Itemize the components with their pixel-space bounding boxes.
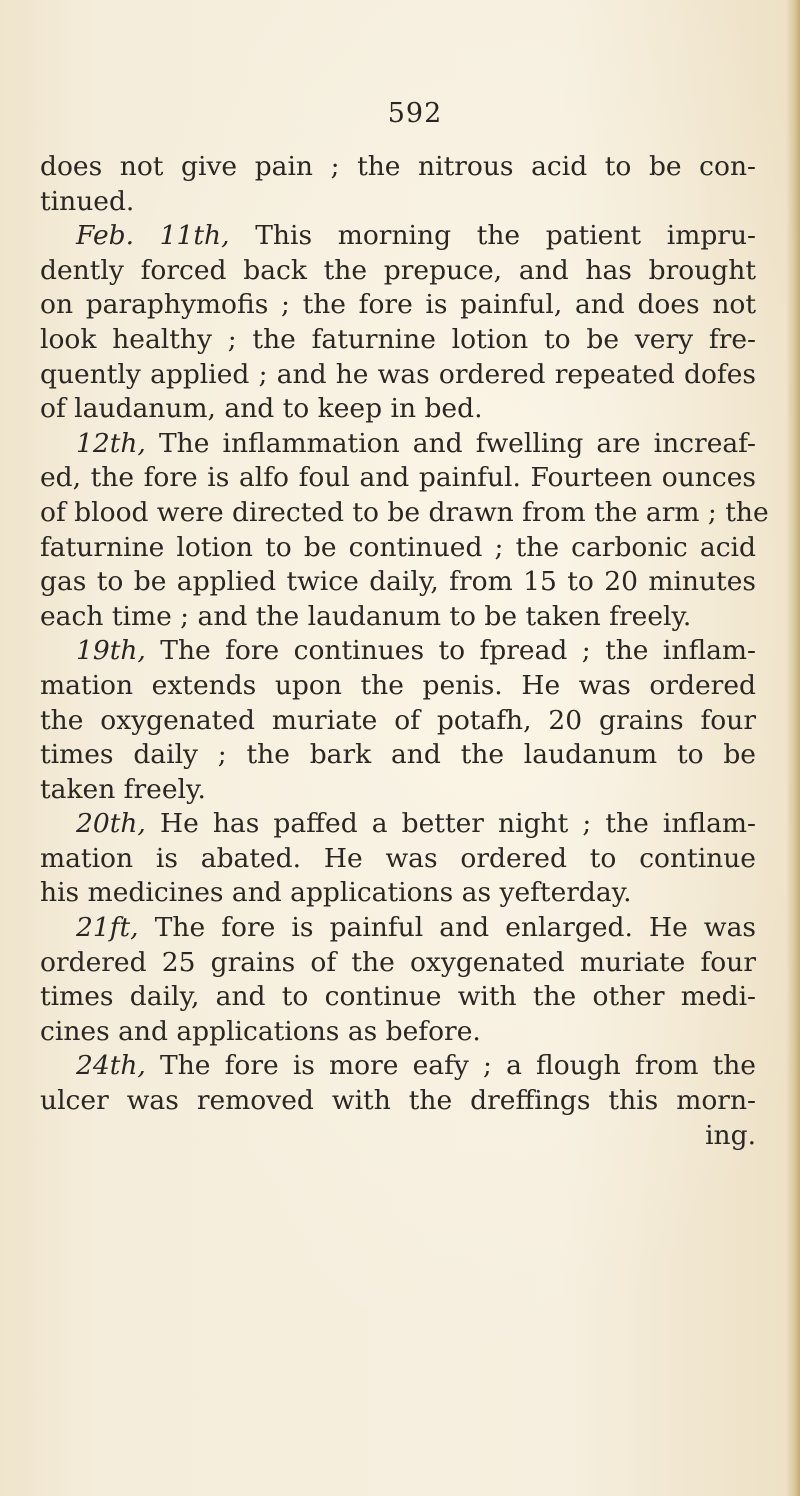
line-text: tinued.	[40, 185, 135, 217]
text-line	[40, 876, 756, 911]
text-line	[40, 392, 756, 427]
line-text: ed, the fore is alfo foul and painful. Fourteen ounces	[40, 462, 756, 494]
text-line	[40, 842, 756, 877]
page-number: 592	[387, 98, 443, 129]
text-line	[40, 461, 756, 496]
text-line	[40, 600, 756, 635]
line-text: times daily ; the bark and the laudanum to be	[40, 739, 756, 771]
text-line	[40, 288, 756, 323]
line-text: faturnine lotion to be continued ; the carbonic acid	[40, 531, 756, 563]
line-text: This morning the patient impru-	[229, 220, 756, 252]
line-text: does not give pain ; the nitrous acid to be con-	[40, 151, 756, 182]
line-text: The fore is more eafy ; a flough from the	[145, 1050, 756, 1082]
line-text: He has paffed a better night ; the inflam-	[145, 808, 756, 840]
line-text: The fore continues to fpread ; the inflam-	[145, 635, 756, 667]
text-line	[40, 565, 756, 600]
page-edge-shadow	[786, 0, 800, 1496]
entry-date: 12th,	[76, 427, 146, 459]
line-text: his medicines and applications as yefterday.	[40, 877, 632, 909]
line-text: on paraphymofis ; the fore is painful, and does not	[40, 289, 756, 321]
line-text: of blood were directed to be drawn from the arm ; the	[40, 496, 769, 528]
line-text: times daily, and to continue with the other medi-	[40, 981, 756, 1013]
text-line	[40, 807, 756, 842]
body-text	[40, 150, 769, 1153]
line-text: taken freely.	[40, 773, 206, 805]
line-text: dently forced back the prepuce, and has brought	[40, 254, 756, 286]
text-line	[40, 427, 756, 462]
text-line	[40, 738, 756, 773]
text-line	[40, 704, 756, 739]
line-text: quently applied ; and he was ordered repeated dofes	[40, 358, 756, 390]
line-text: ordered 25 grains of the oxygenated muriate four	[40, 946, 756, 978]
text-line	[40, 323, 756, 358]
line-text: ulcer was removed with the dreffings this morn-	[40, 1085, 756, 1117]
entry-date: 19th,	[76, 635, 146, 667]
text-line	[40, 980, 756, 1015]
text-line	[40, 185, 756, 220]
text-line	[40, 1049, 756, 1084]
text-line	[40, 911, 756, 946]
text-line	[40, 1084, 756, 1119]
line-text: of laudanum, and to keep in bed.	[40, 393, 483, 425]
entry-date: 20th,	[76, 808, 146, 840]
entry-date: Feb. 11th,	[76, 220, 230, 252]
line-text: mation extends upon the penis. He was ordered	[40, 669, 756, 701]
line-text: The fore is painful and enlarged. He was	[138, 912, 756, 944]
entry-date: 24th,	[76, 1050, 146, 1082]
text-line	[40, 634, 756, 669]
line-text: The inflammation and fwelling are increaf-	[145, 427, 756, 459]
text-line	[40, 219, 756, 254]
text-line	[40, 254, 756, 289]
text-line	[40, 496, 769, 531]
entry-date: 21ft,	[76, 912, 139, 944]
line-text: each time ; and the laudanum to be taken freely.	[40, 600, 692, 632]
line-text: cines and applications as before.	[40, 1015, 481, 1047]
text-line	[40, 669, 756, 704]
catchword: ing.	[705, 1119, 756, 1151]
text-line	[40, 946, 756, 981]
line-text: mation is abated. He was ordered to continue	[40, 842, 756, 874]
text-line	[40, 773, 756, 808]
text-line	[40, 1015, 756, 1050]
text-line	[40, 150, 756, 185]
text-line	[40, 358, 756, 393]
line-text: look healthy ; the faturnine lotion to be very fre-	[40, 323, 756, 355]
line-text: gas to be applied twice daily, from 15 to 20 minutes	[40, 566, 756, 598]
text-line	[40, 531, 756, 566]
line-text: the oxygenated muriate of potafh, 20 grains four	[40, 704, 756, 736]
